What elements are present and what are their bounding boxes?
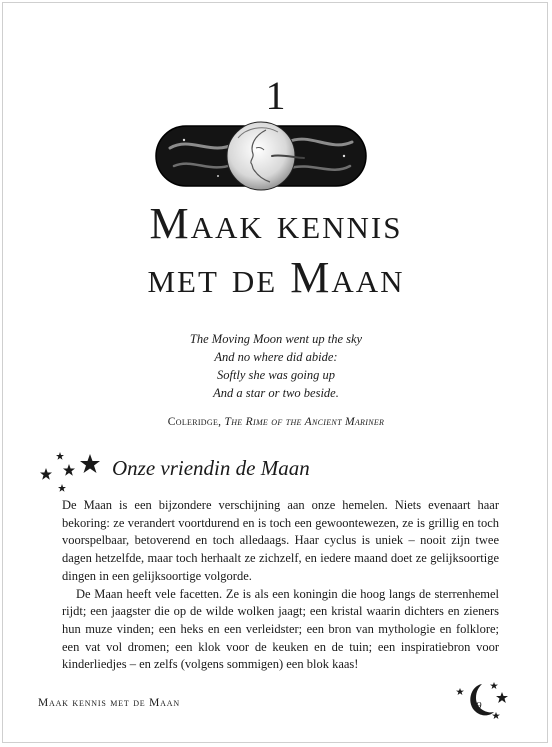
epigraph-attribution [0,416,552,428]
paragraph: De Maan heeft vele facetten. Ze is als een koningin die hoog langs de sterrenhemel rijdt; een jaagster die op de wilde wolken jaagt; een kristal waarin dichters en zieners hun muze vinden; een heks en een verleidster; een bron van mythologie en folklore; een vat vol dromen; een klok voor de keuken en de tuin; een inspiratiebron voor kinderliedjes – en zelfs (volgens sommigen) een blok kaas! [62,586,499,672]
section-heading: Onze vriendin de Maan [112,456,310,480]
chapter-number: 1 [265,73,287,118]
chapter-title-line-1: Maak kennis [149,199,403,248]
epigraph-poem [0,330,552,402]
poem-line: And no where did abide: [214,350,338,364]
moon-face-banner-icon [154,118,368,194]
poem-work-title: The Rime of the Ancient Mariner [224,416,385,428]
paragraph: De Maan is een bijzondere verschijning aan onze hemelen. Niets evenaart haar bekoring: ze verandert voortdurend en is toch een gewoontewezen, ze is grillig en toch voorspelbaar, betoverend en toch alledaags. Haar cyclus is uniek – nooit zijn twee dagen hetzelfde, maar toch herhaalt ze zichzelf, en iedere maand doet ze gelijksoortige dingen in een gelijksoortige volgorde. [62,498,499,583]
running-title: Maak kennis met de Maan [38,697,180,709]
chapter-title-line-2: met de Maan [147,253,405,302]
poem-line: And a star or two beside. [213,386,339,400]
page-number: 9 [476,700,482,712]
poem-line: The Moving Moon went up the sky [189,332,363,346]
poem-author: Coleridge, [167,416,222,428]
poem-line: Softly she was going up [216,368,336,382]
crescent-moon-stars-icon [452,678,514,722]
stars-ornament-icon [36,448,106,496]
body-text [62,497,499,674]
